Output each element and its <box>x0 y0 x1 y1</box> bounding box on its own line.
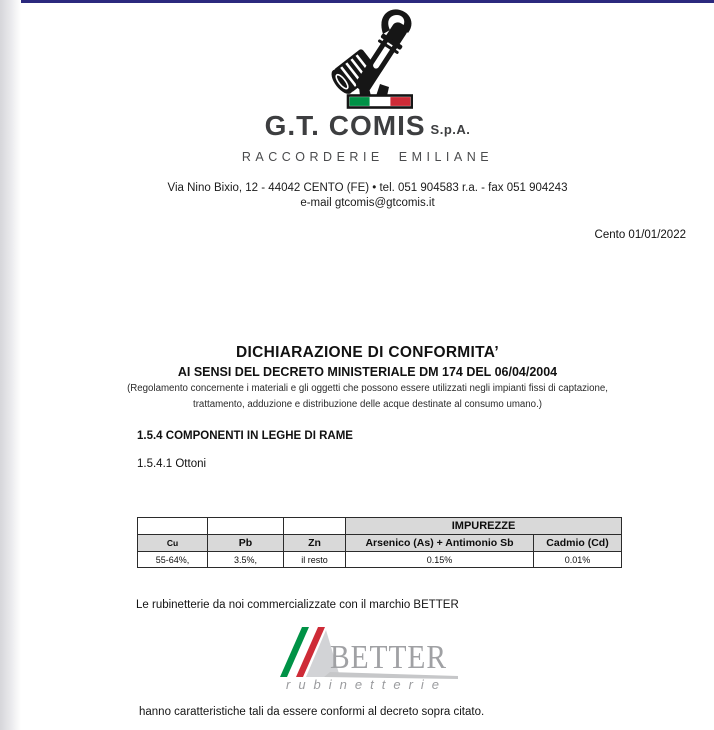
value-arsenico-antimonio: 0.15% <box>346 552 534 568</box>
top-border-bar <box>7 0 714 3</box>
company-suffix: S.p.A. <box>430 122 471 137</box>
column-header-row <box>138 535 622 552</box>
regulation-note-line-1: (Regolamento concernente i materiali e gli oggetti che possono essere utilizzati negli impianti fissi di captazione, <box>127 383 608 394</box>
company-name-line <box>21 112 714 145</box>
value-cadmio: 0.01% <box>534 552 622 568</box>
empty-cell <box>284 518 346 535</box>
impurities-header-cell: IMPUREZZE <box>346 518 622 535</box>
column-header-cadmio: Cadmio (Cd) <box>534 535 622 552</box>
address-line: Via Nino Bixio, 12 - 44042 CENTO (FE) • tel. 051 904583 r.a. - fax 051 904243 <box>167 182 568 194</box>
section-heading: 1.5.4 COMPONENTI IN LEGHE DI RAME <box>137 430 353 442</box>
empty-cell <box>208 518 284 535</box>
wrench-logo-icon <box>323 8 413 110</box>
page-left-edge-shadow <box>0 0 21 730</box>
company-name: G.T. COMIS <box>264 110 426 141</box>
impurities-row <box>138 518 622 535</box>
paragraph-line-1: Le rubinetterie da noi commercializzate con il marchio BETTER <box>136 599 459 611</box>
empty-cell <box>138 518 208 535</box>
paragraph-line-2: hanno caratteristiche tali da essere conformi al decreto sopra citato. <box>139 706 485 718</box>
composition-table <box>137 517 622 568</box>
document-subtitle: AI SENSI DEL DECRETO MINISTERIALE DM 174 DEL 06/04/2004 <box>177 365 558 379</box>
better-logo <box>272 621 472 695</box>
value-cu: 55-64%, <box>138 552 208 568</box>
column-header-pb: Pb <box>208 535 284 552</box>
company-tagline: RACCORDERIE EMILIANE <box>241 150 494 164</box>
values-row <box>138 552 622 568</box>
document-title: DICHIARAZIONE DI CONFORMITA’ <box>236 344 499 361</box>
title-block <box>21 344 714 411</box>
value-zn: il resto <box>284 552 346 568</box>
value-pb: 3.5%, <box>208 552 284 568</box>
letterhead <box>21 8 714 211</box>
column-header-zn: Zn <box>284 535 346 552</box>
regulation-note-line-2: trattamento, adduzione e distribuzione delle acque destinate al consumo umano.) <box>193 399 542 410</box>
column-header-arsenico-antimonio: Arsenico (As) + Antimonio Sb <box>346 535 534 552</box>
italian-flag-icon <box>348 96 412 108</box>
better-logo-subtext: rubinetterie <box>286 677 448 692</box>
section-subheading: 1.5.4.1 Ottoni <box>137 458 207 470</box>
column-header-cu: Cu <box>138 535 208 552</box>
date-line: Cento 01/01/2022 <box>594 229 686 241</box>
email-line: e-mail gtcomis@gtcomis.it <box>300 197 435 209</box>
better-wordmark: BETTER <box>330 638 447 676</box>
